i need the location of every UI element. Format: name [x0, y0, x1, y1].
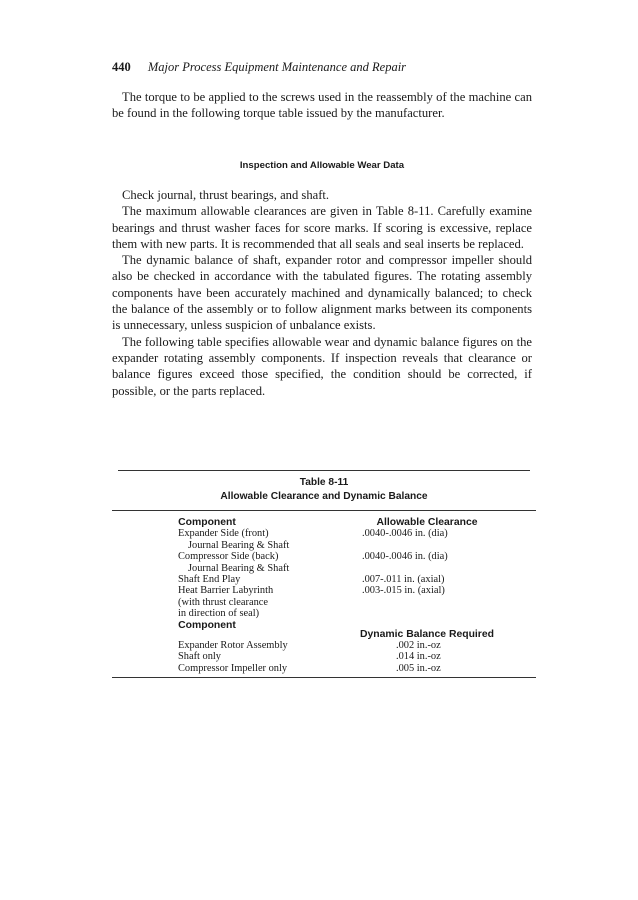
clearance-value: .003-.015 in. (axial): [362, 585, 445, 597]
intro-paragraph: The torque to be applied to the screws used in the reassembly of the machine can be found in the following torque table issued by the manufacturer.: [112, 90, 532, 121]
balance-value: .005 in.-oz: [396, 662, 441, 674]
table-title: Allowable Clearance and Dynamic Balance: [220, 491, 428, 502]
component-column-header: Component: [178, 619, 236, 631]
component-line: Shaft End Play: [178, 574, 241, 586]
page-number: 440: [112, 60, 131, 74]
component-cell: Expander Rotor Assembly: [178, 640, 288, 652]
component-line: in direction of seal): [178, 608, 260, 620]
component-line: Journal Bearing & Shaft: [188, 539, 290, 551]
component-cell: [112, 551, 302, 574]
table-number: Table 8-11: [299, 477, 349, 488]
paragraph: The maximum allowable clearances are given in Table 8-11. Carefully examine bearings and thrust washer faces for score marks. If scoring is excessive, replace them with new parts. It is recommended that all seals and seal inserts be replaced.: [112, 204, 532, 251]
component-cell: [112, 585, 302, 619]
component-line: Heat Barrier Labyrinth: [178, 585, 274, 597]
table-header-rule: [112, 510, 536, 511]
clearance-value: .007-.011 in. (axial): [362, 574, 445, 586]
table-row: [112, 551, 536, 574]
paragraph: Check journal, thrust bearings, and shaft.: [122, 188, 330, 202]
section-heading: Inspection and Allowable Wear Data: [239, 160, 405, 171]
component-cell: Compressor Impeller only: [178, 662, 288, 674]
component-cell: [112, 574, 302, 585]
component-line: Journal Bearing & Shaft: [188, 562, 290, 574]
intro-text: [112, 89, 532, 122]
component-cell: Shaft only: [178, 651, 222, 663]
table-header-row: [112, 517, 536, 528]
table-bottom-rule: [112, 677, 536, 678]
clearance-value: .0040-.0046 in. (dia): [362, 551, 448, 563]
running-header: [112, 60, 406, 75]
component-column-header: Component: [178, 517, 236, 528]
component-line: Compressor Side (back): [178, 551, 279, 563]
paragraph: The following table specifies allowable wear and dynamic balance figures on the expander rotating assembly components. If inspection reveals that clearance or balance figures exceed those specified, the condition should be corrected, if possible, or the parts replaced.: [112, 334, 532, 398]
table-row: [112, 640, 536, 651]
clearance-value: .0040-.0046 in. (dia): [362, 528, 448, 540]
balance-value: .014 in.-oz: [396, 651, 441, 663]
table-row: [112, 528, 536, 551]
component-line: Expander Side (front): [178, 528, 269, 540]
balance-column-header: Dynamic Balance Required: [360, 628, 494, 640]
balance-value: .002 in.-oz: [396, 640, 441, 652]
running-title: Major Process Equipment Maintenance and Repair: [147, 60, 407, 74]
table-caption: [112, 476, 536, 504]
table-row: [112, 574, 536, 585]
table-top-rule: [118, 470, 530, 471]
clearance-balance-table: [112, 517, 536, 674]
component-line: (with thrust clearance: [178, 596, 269, 608]
section-body: [112, 187, 532, 399]
paragraph: The dynamic balance of shaft, expander rotor and compressor impeller should also be checked in accordance with the tabulated figures. The rotating assembly components have been accurately machined and dynamically balanced; to check the balance of the assembly or to follow alignment marks between its components is unnecessary, unless suspicion of unbalance exists.: [112, 253, 532, 333]
component-cell: [112, 528, 302, 551]
table-subheader-row: [112, 620, 536, 640]
table-row: [112, 651, 536, 662]
table-8-11: [112, 470, 536, 678]
clearance-column-header: Allowable Clearance: [376, 517, 478, 528]
table-row: [112, 585, 536, 619]
table-row: [112, 663, 536, 674]
